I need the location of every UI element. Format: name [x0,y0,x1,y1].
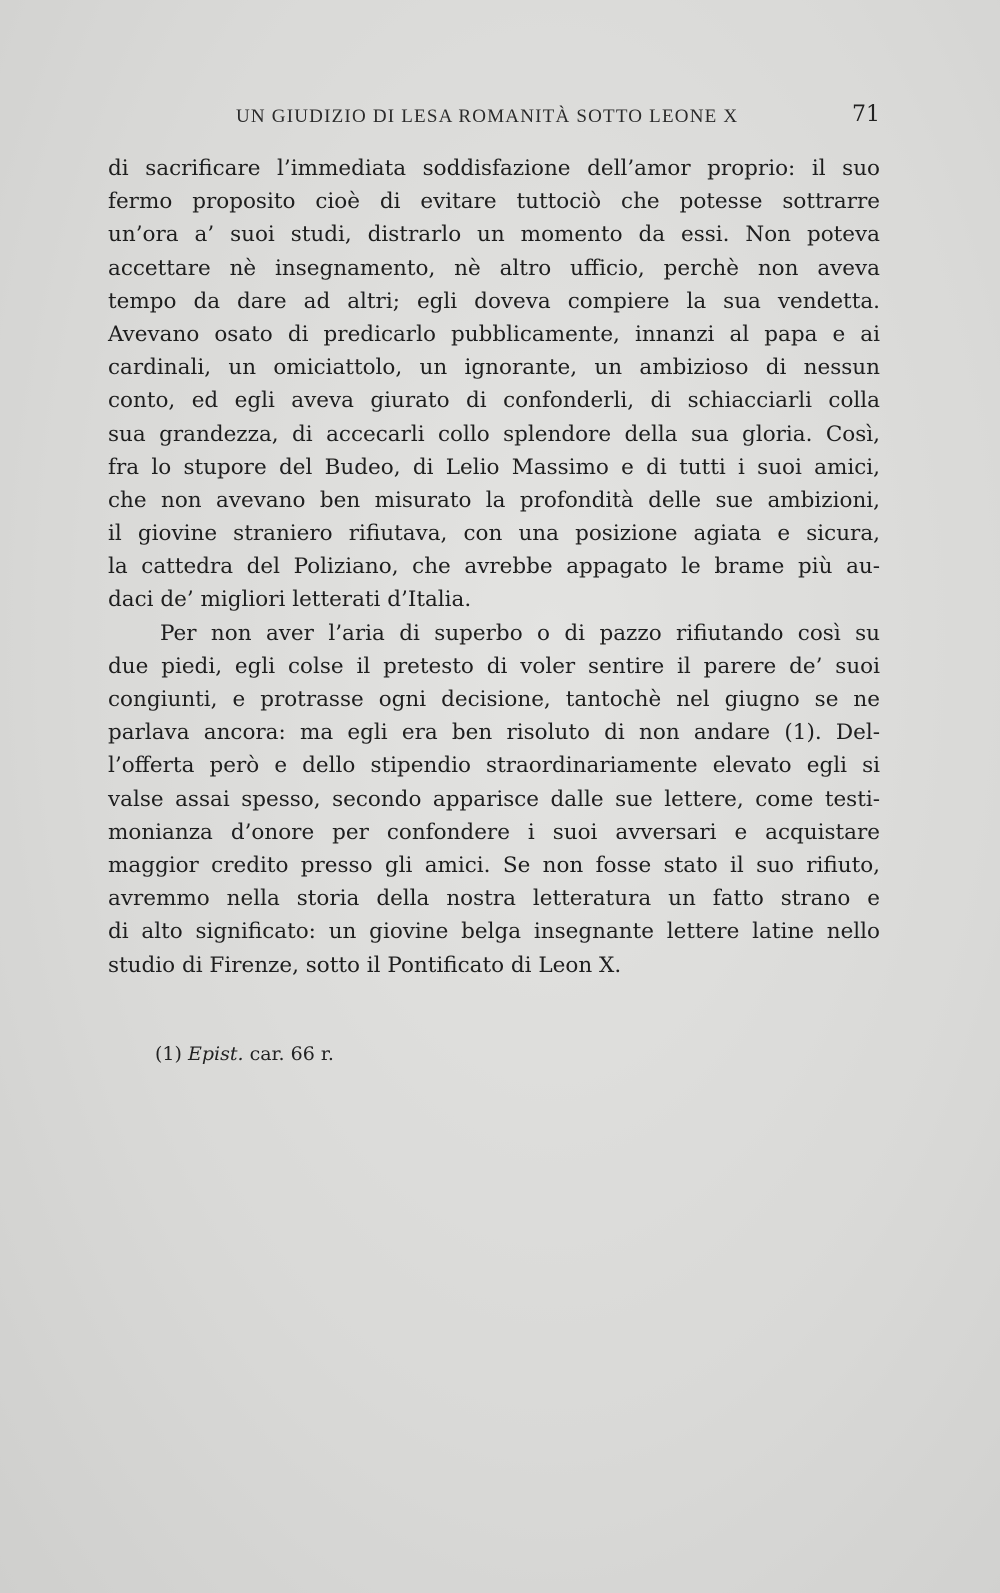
running-title: UN GIUDIZIO DI LESA ROMANITÀ SOTTO LEONE X [236,106,739,127]
text-line: conto, ed egli aveva giurato di confonderli, di schiacciarli colla [108,388,880,414]
footnote-ref: car. 66 r. [249,1043,334,1065]
text-line: parlava ancora: ma egli era ben risoluto di non andare (1). Del- [108,720,880,746]
text-line: tempo da dare ad altri; egli doveva compiere la sua vendetta. [108,288,880,314]
footnote-marker: (1) [155,1043,182,1065]
text-line: valse assai spesso, secondo apparisce dalle sue lettere, come testi- [108,786,880,812]
text-line: avremmo nella storia della nostra letteratura un fatto strano e [108,886,880,912]
text-line: il giovine straniero rifiutava, con una posizione agiata e sicura, [108,521,880,547]
text-line: fermo proposito cioè di evitare tuttociò che potesse sottrarre [108,189,880,215]
paragraph-end-line: studio di Firenze, sotto il Pontificato di Leon X. [108,952,622,978]
text-line: un’ora a’ suoi studi, distrarlo un momento da essi. Non poteva [108,222,880,248]
footnote-source: Epist. [187,1043,244,1065]
text-line: di alto significato: un giovine belga insegnante lettere latine nello [108,919,880,945]
text-line: congiunti, e protrasse ogni decisione, tantochè nel giugno se ne [108,687,880,712]
text-line: sua grandezza, di accecarli collo splendore della sua gloria. Così, [108,421,880,447]
text-line: di sacrificare l’immediata soddisfazione dell’amor proprio: il suo [108,156,880,181]
page-number: 71 [852,102,880,127]
text-line: la cattedra del Poliziano, che avrebbe appagato le brame più au- [108,554,880,580]
footnote [155,1043,334,1065]
text-line: accettare nè insegnamento, nè altro ufficio, perchè non aveva [108,255,880,281]
text-line: monianza d’onore per confondere i suoi avversari e acquistare [108,819,880,845]
running-head [108,102,880,132]
paragraph-start-line: Per non aver l’aria di superbo o di pazzo rifiutando così su [160,620,880,646]
text-line: due piedi, egli colse il pretesto di voler sentire il parere de’ suoi [108,653,880,679]
text-line: cardinali, un omiciattolo, un ignorante, un ambizioso di nessun [108,355,880,381]
text-line: fra lo stupore del Budeo, di Lelio Massimo e di tutti i suoi amici, [108,454,880,480]
text-line: Avevano osato di predicarlo pubblicamente, innanzi al papa e ai [108,321,880,347]
text-line: l’offerta però e dello stipendio straordinariamente elevato egli si [108,753,880,779]
text-line: che non avevano ben misurato la profondità delle sue ambizioni, [108,487,880,513]
body-text [108,152,880,982]
text-line: maggior credito presso gli amici. Se non fosse stato il suo rifiuto, [108,852,880,878]
paragraph-end-line: daci de’ migliori letterati d’Italia. [108,587,472,613]
